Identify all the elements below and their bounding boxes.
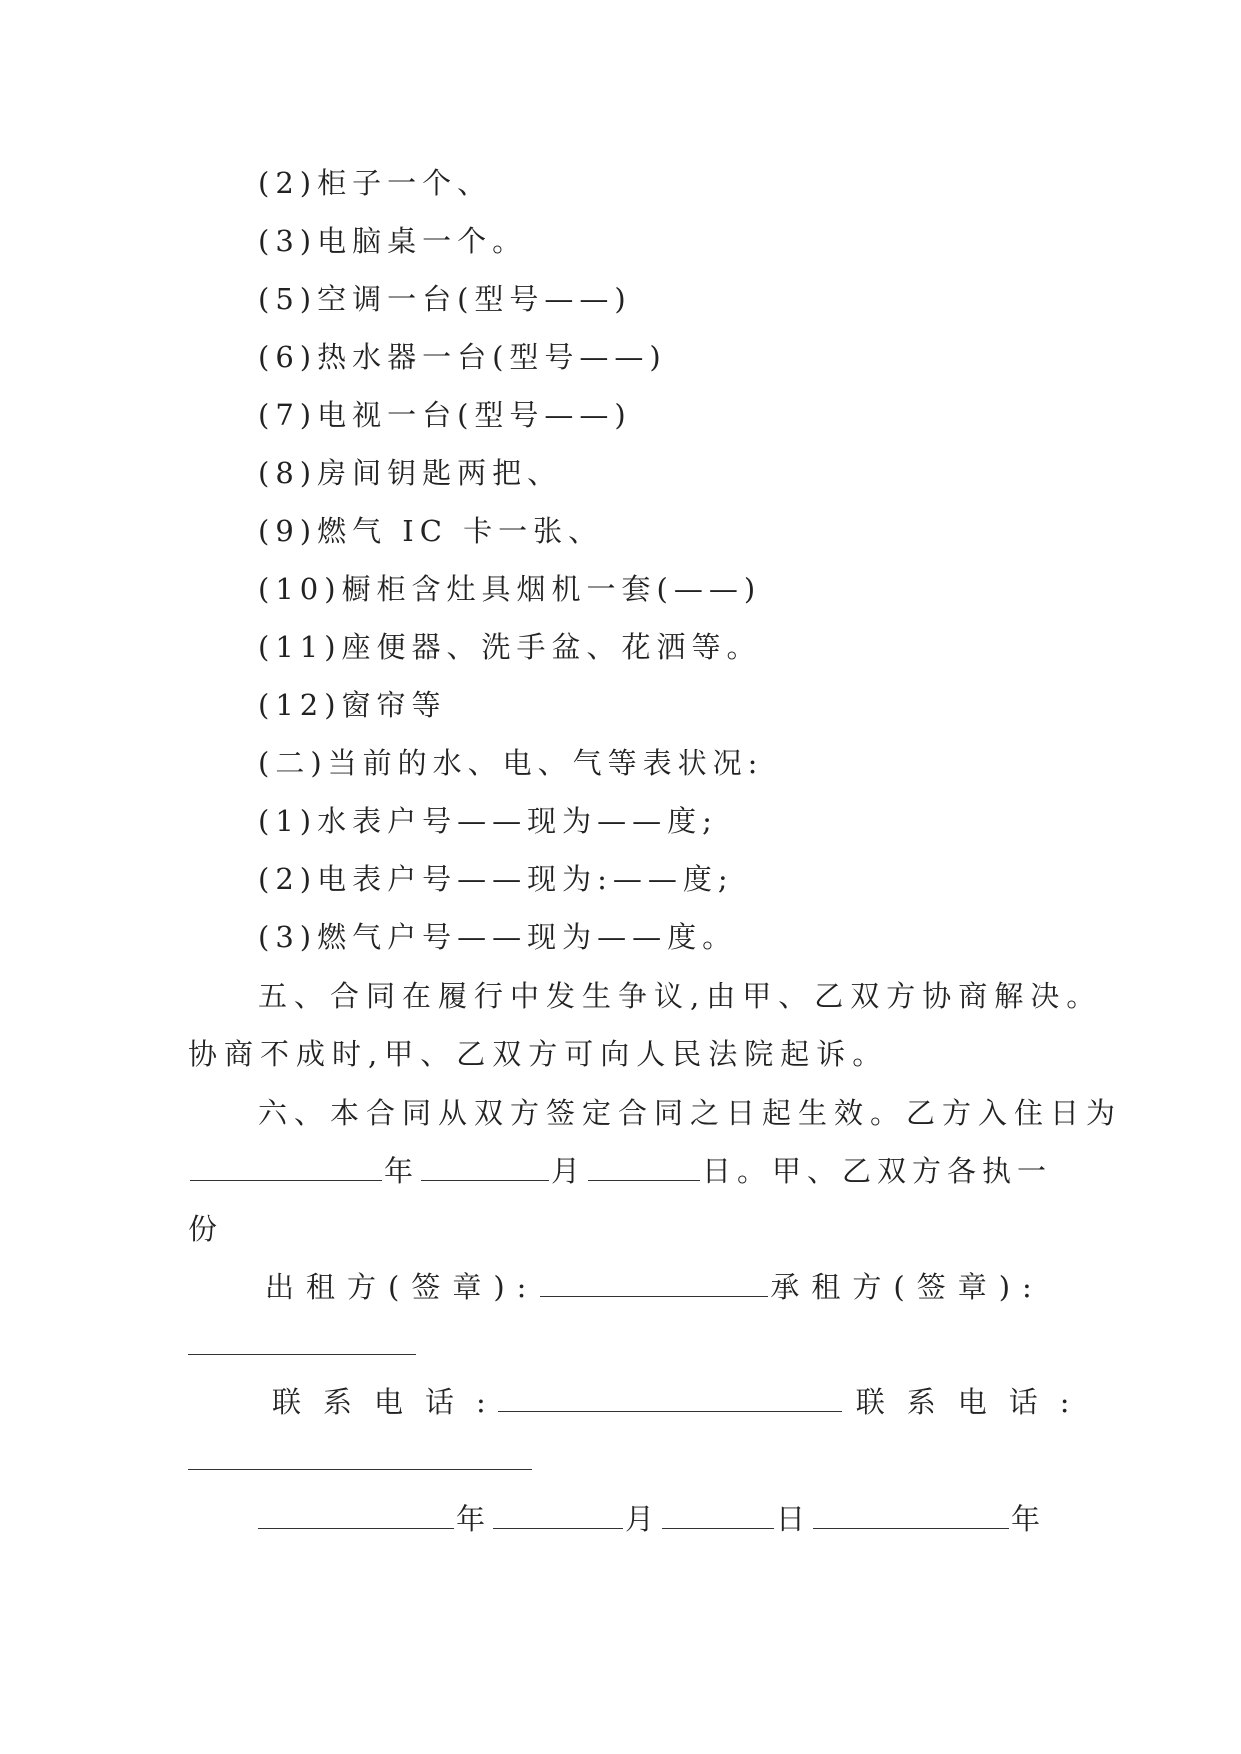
lessee-signature-blank (188, 1332, 416, 1355)
lessee-signature-label: 承租方(签章): (770, 1270, 1044, 1304)
clause-six-tail: 日。甲、乙双方各执一 (702, 1154, 1053, 1188)
move-in-year-blank (190, 1158, 382, 1181)
list-item: (3)电脑桌一个。 (258, 224, 528, 258)
list-item: (9)燃气 IC 卡一张、 (258, 514, 604, 548)
lessee-signature-row (188, 1325, 418, 1365)
signature-row (265, 1267, 1044, 1307)
list-item: (1)水表户号——现为——度; (258, 804, 718, 838)
date-month-blank (493, 1506, 623, 1529)
list-item: (12)窗帘等 (258, 688, 447, 722)
date-day-blank (662, 1506, 774, 1529)
date-year-blank (258, 1506, 454, 1529)
list-item: (3)燃气户号——现为——度。 (258, 920, 738, 954)
clause-six-line2 (188, 1151, 1052, 1191)
year-label: 年 (384, 1154, 420, 1188)
lessee-phone-label: 联系电话: (855, 1385, 1092, 1419)
date-month-label: 月 (625, 1502, 661, 1536)
lessor-signature-label: 出租方(签章): (265, 1270, 539, 1304)
date-year2-blank (813, 1506, 1009, 1529)
list-item: (10)橱柜含灶具烟机一套(——) (258, 572, 762, 606)
date-year-label: 年 (456, 1502, 492, 1536)
lessor-phone-blank (498, 1389, 842, 1412)
date-row (258, 1499, 1046, 1539)
move-in-day-blank (588, 1158, 700, 1181)
section-heading: (二)当前的水、电、气等表状况: (258, 746, 764, 780)
list-item: (11)座便器、洗手盆、花洒等。 (258, 630, 762, 664)
phone-row (272, 1382, 1092, 1422)
list-item: (6)热水器一台(型号——) (258, 340, 667, 374)
lessee-phone-row (188, 1440, 534, 1480)
clause-five-line2: 协商不成时,甲、乙双方可向人民法院起诉。 (188, 1037, 889, 1071)
list-item: (5)空调一台(型号——) (258, 282, 632, 316)
list-item: (7)电视一台(型号——) (258, 398, 632, 432)
date-year2-label: 年 (1011, 1502, 1047, 1536)
lessee-phone-blank (188, 1447, 532, 1470)
list-item: (2)电表户号——现为:——度; (258, 862, 734, 896)
month-label: 月 (551, 1154, 587, 1188)
clause-five-line1: 五、合同在履行中发生争议,由甲、乙双方协商解决。 (258, 979, 1103, 1013)
list-item: (2)柜子一个、 (258, 166, 493, 200)
list-item: (8)房间钥匙两把、 (258, 456, 563, 490)
move-in-month-blank (421, 1158, 549, 1181)
lessor-phone-label: 联系电话: (272, 1385, 508, 1419)
clause-six-line1: 六、本合同从双方签定合同之日起生效。乙方入住日为 (258, 1096, 1123, 1130)
date-day-label: 日 (776, 1502, 812, 1536)
clause-six-line3: 份 (188, 1212, 224, 1246)
lessor-signature-blank (540, 1274, 768, 1297)
